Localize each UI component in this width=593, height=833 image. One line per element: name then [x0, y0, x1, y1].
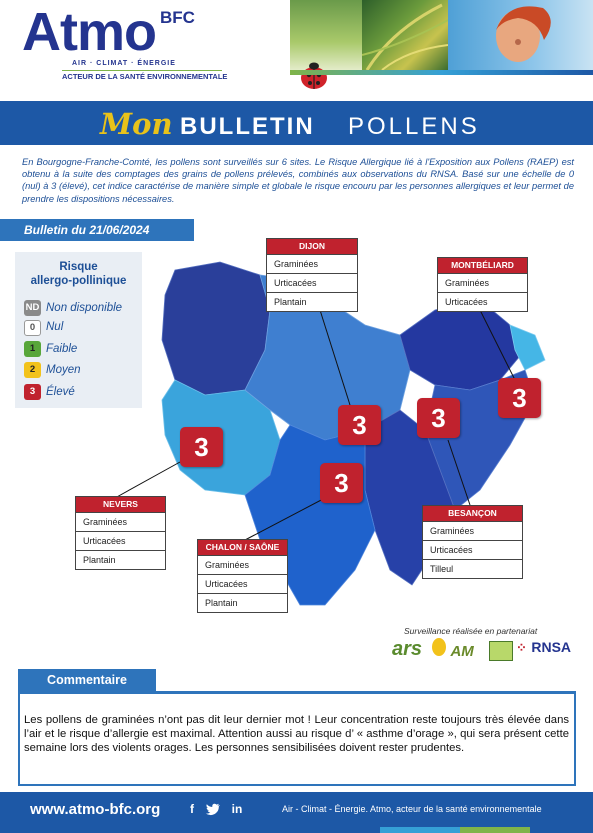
legend-label-1: Faible	[46, 343, 78, 355]
pollen-item: Urticacées	[198, 574, 287, 593]
logo-region: BFC	[160, 8, 195, 27]
legend-badge-2: 2	[24, 362, 41, 378]
pollen-item: Graminées	[438, 273, 527, 292]
footer-tagline: Air - Climat - Énergie. Atmo, acteur de la santé environnementale	[282, 804, 542, 814]
comment-title: Commentaire	[47, 673, 127, 687]
logo-atmo: Atmo	[22, 2, 156, 62]
leader-chalon	[245, 498, 325, 540]
legend-label-nd: Non disponible	[46, 302, 123, 314]
footer-stripe-lightblue	[380, 827, 460, 833]
legend-badge-3: 3	[24, 384, 41, 400]
pollen-item: Plantain	[198, 593, 287, 612]
logo-subtitle: ACTEUR DE LA SANTÉ ENVIRONNEMENTALE	[62, 72, 228, 81]
city-name-besancon: BESANÇON	[423, 506, 522, 521]
pollen-item: Graminées	[423, 521, 522, 540]
rnsa-logo	[516, 639, 574, 659]
pollen-item: Urticacées	[267, 273, 357, 292]
legend-label-2: Moyen	[46, 364, 81, 376]
pollen-item: Urticacées	[438, 292, 527, 311]
facebook-icon[interactable]: f	[190, 802, 194, 816]
rnsa-logo-text: RNSA	[531, 639, 572, 655]
pollen-item: Graminées	[198, 555, 287, 574]
ars-logo	[392, 638, 430, 662]
twitter-handle-hidden	[0, 0, 1, 1]
leader-besancon	[448, 440, 470, 505]
pollen-item: Urticacées	[423, 540, 522, 559]
sun-icon	[432, 638, 446, 656]
risk-badge-chalon: 3	[320, 463, 363, 503]
rnsa-dots-icon: ⁘	[516, 640, 527, 655]
linkedin-icon[interactable]: in	[231, 802, 243, 816]
partner-caption: Surveillance réalisée en partenariat	[404, 626, 538, 636]
city-box-chalon	[197, 539, 288, 613]
legend-badge-0: 0	[24, 320, 41, 336]
pollen-item: Graminées	[76, 512, 165, 531]
footer-stripe-blue	[0, 827, 150, 833]
risk-badge-dijon: 3	[338, 405, 381, 445]
pollen-item: Urticacées	[76, 531, 165, 550]
comment-text: Les pollens de graminées n’ont pas dit leur dernier mot ! Leur concentration reste toujours très élevée dans l’air et le risque d’allergie est maximal. Attention aussi au risque d’ « asthme d’orage », qui sera présent cette semaine lors des violents orages. Les personnes sensibilisées doivent rester prudentes.	[24, 714, 569, 754]
twitter-icon[interactable]	[205, 801, 221, 817]
bulletin-date: Bulletin du 21/06/2024	[24, 223, 150, 237]
leader-dijon	[320, 310, 350, 405]
leader-nevers	[115, 462, 180, 498]
legend-label-0: Nul	[46, 321, 64, 333]
twitter-bird-icon	[205, 801, 221, 817]
pollen-item: Graminées	[267, 254, 357, 273]
title-bulletin: BULLETIN	[180, 113, 315, 140]
city-name-montbeliard: MONTBÉLIARD	[438, 258, 527, 273]
title-mon: Mon	[100, 107, 173, 141]
legend-label-3: Élevé	[46, 386, 75, 398]
pollen-item: Plantain	[76, 550, 165, 569]
legend-title-line2: allergo-pollinique	[30, 275, 127, 287]
atmo-partner-logo	[432, 638, 480, 660]
atmo-partner-logo-text: AM	[450, 643, 474, 660]
city-box-montbeliard	[437, 257, 528, 312]
partner-logo-green	[489, 641, 513, 661]
city-name-chalon: CHALON / SAÔNE	[198, 540, 287, 555]
legend-badge-1: 1	[24, 341, 41, 357]
risk-badge-montbeliard: 3	[498, 378, 541, 418]
leader-montbeliard	[480, 310, 515, 380]
intro-paragraph: En Bourgogne-Franche-Comté, les pollens sont surveillés sur 6 sites. Le Risque Allergique lié à l'Exposition aux Pollens (RAEP) est obtenu à la suite des comptages des grains de pollens prélevés, combinés aux observations du RNSA. Basé sur une échelle de 0 (nul) à 3 (élevé), cet indice caractérise de manière simple et globale le risque encouru par les personnes allergiques et leur permet de prendre les dispositions nécessaires.	[22, 157, 574, 204]
city-name-dijon: DIJON	[267, 239, 357, 254]
risk-badge-besancon: 3	[417, 398, 460, 438]
city-box-besancon	[422, 505, 523, 579]
risk-badge-nevers: 3	[180, 427, 223, 467]
title-pollens: POLLENS	[348, 113, 480, 140]
ars-logo-text: ars	[392, 638, 423, 660]
footer-website-link[interactable]: www.atmo-bfc.org	[30, 801, 161, 818]
footer-stripe-darkblue	[530, 827, 593, 833]
pollen-item: Tilleul	[423, 559, 522, 578]
city-name-nevers: NEVERS	[76, 497, 165, 512]
city-box-dijon	[266, 238, 358, 312]
footer-stripe-green	[460, 827, 530, 833]
pollen-item: Plantain	[267, 292, 357, 311]
logo-tagline: AIR · CLIMAT · ÉNERGIE	[72, 60, 176, 67]
city-box-nevers	[75, 496, 166, 570]
legend-badge-nd: ND	[24, 300, 41, 316]
legend-title-line1: Risque	[59, 261, 98, 273]
